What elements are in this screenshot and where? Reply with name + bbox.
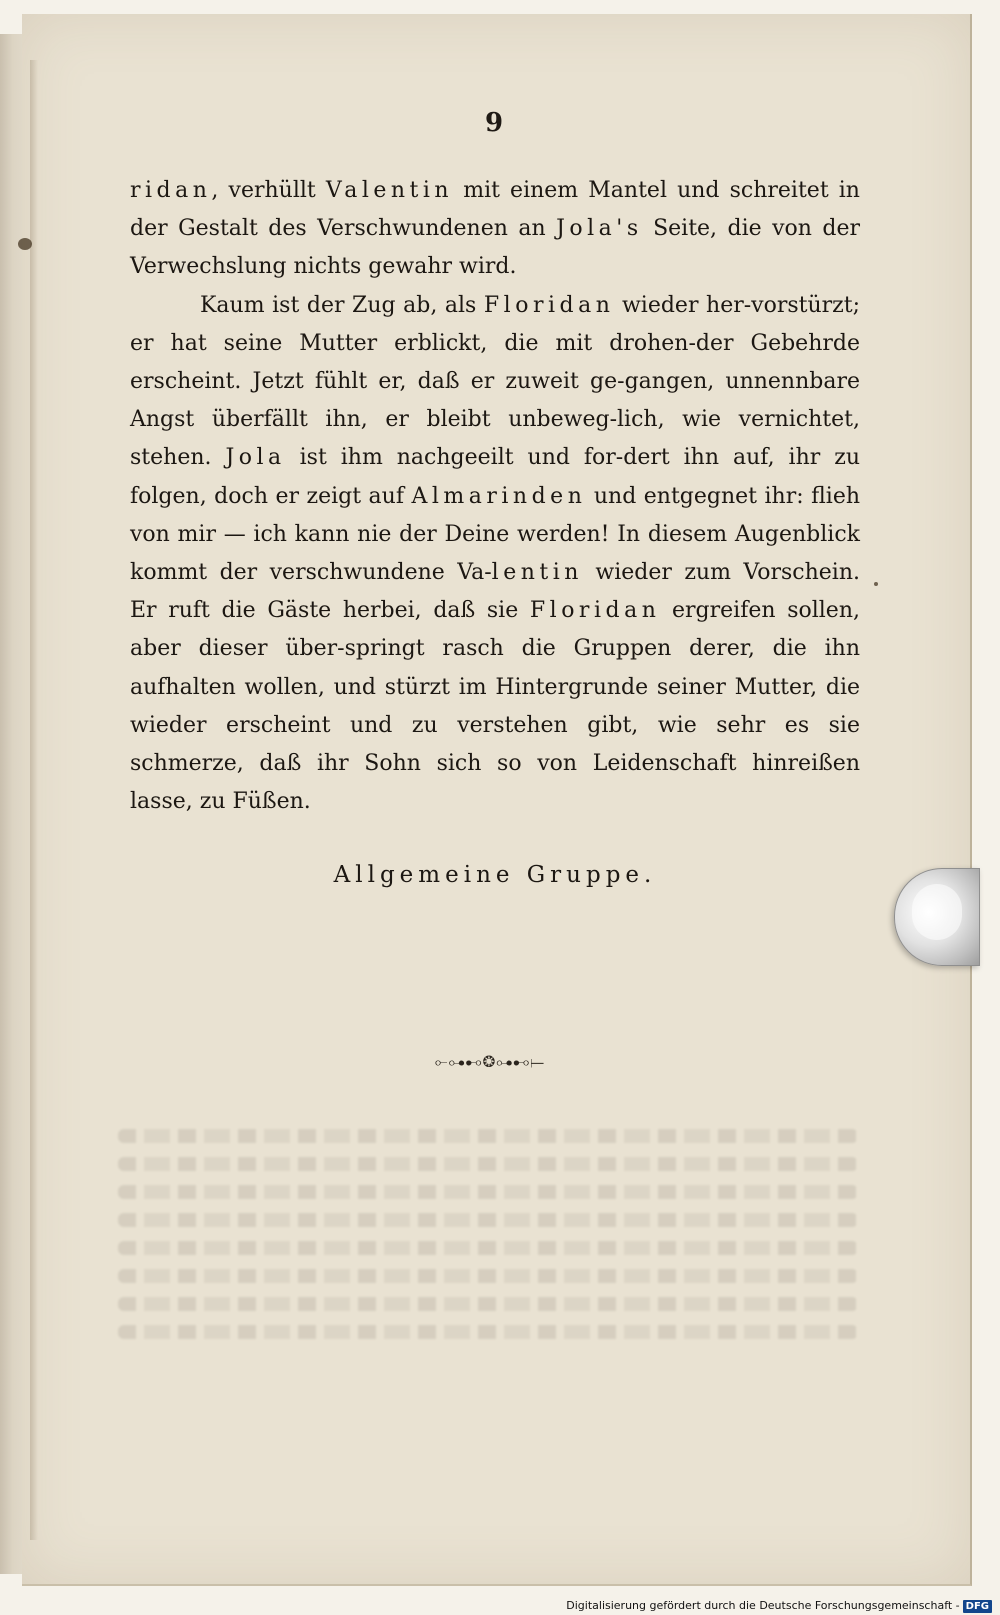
digitization-footer bbox=[566, 1599, 992, 1613]
page-number: 9 bbox=[484, 108, 504, 138]
name-valentin: lentin bbox=[491, 560, 583, 586]
closing-line: Allgemeine Gruppe. bbox=[333, 862, 657, 888]
footer-text: Digitalisierung gefördert durch die Deutsche Forschungsgemeinschaft - bbox=[566, 1599, 960, 1612]
name-valentin: Valentin bbox=[325, 178, 454, 203]
paragraph-1: ridan, verhüllt Valentin mit einem Mantel und schreitet in der Gestalt des Verschwundenen an Jola's Seite, die von der Verwechslung nichts gewahr wird. bbox=[130, 178, 860, 280]
name-ridan: ridan bbox=[130, 178, 212, 203]
page-clip-highlight bbox=[912, 884, 962, 940]
body-text bbox=[130, 172, 860, 821]
name-almarinden: Almarinden bbox=[411, 483, 587, 509]
ornament-divider: ⟜⊶⊷❂⊶⊷⟝ bbox=[434, 1052, 546, 1071]
ink-spot bbox=[18, 238, 32, 250]
name-floridan: Floridan bbox=[529, 598, 661, 624]
name-jola: Jola's bbox=[556, 216, 643, 242]
paragraph-2: Kaum ist der Zug ab, als Floridan wieder her-vorstürzt; er hat seine Mutter erblickt, die mit drohen-der Gebehrde erscheint. Jetzt fühlt er, daß er zuweit ge-gangen, unnennbare Angst überfällt ihn, er bleibt unbeweg-lich, wie vernichtet, stehen. Jola ist ihm nachgeeilt und for-dert ihn auf, ihr zu folgen, doch er zeigt auf Almarinden und entgegnet ihr: flieh von mir — ich kann nie der Deine werden! In diesem Augenblick kommt der verschwundene Va-lentin wieder zum Vorschein. Er ruft die Gäste herbei, daß sie Floridan ergreifen sollen, aber dieser über-springt rasch die Gruppen derer, die ihn aufhalten wollen, und stürzt im Hintergrunde seiner Mutter, die wieder erscheint und zu verstehen gibt, wie sehr es sie schmerze, daß ihr Sohn sich so von Leidenschaft hinreißen lasse, zu Füßen. bbox=[130, 292, 861, 815]
name-jola: Jola bbox=[225, 445, 286, 471]
dfg-logo: DFG bbox=[963, 1600, 992, 1613]
ink-spot bbox=[874, 582, 878, 586]
name-floridan: Floridan bbox=[483, 292, 615, 318]
page-crease bbox=[30, 60, 38, 1540]
